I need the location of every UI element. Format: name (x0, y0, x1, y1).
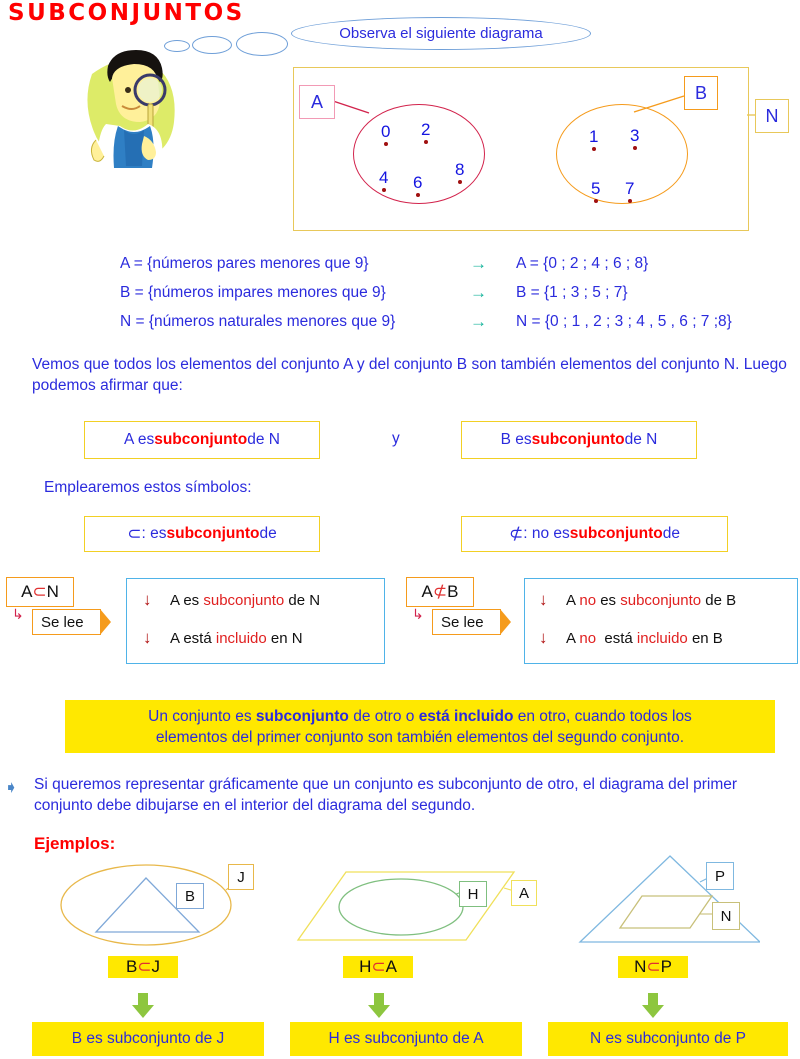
element-a-3: 6 (413, 173, 423, 192)
element-b-3: 7 (625, 179, 635, 198)
element-dot (382, 188, 386, 192)
statement-pre: A es (124, 431, 155, 448)
down-arrow-icon: ↓ (143, 628, 152, 647)
example-3-inner-tag: N (712, 902, 740, 930)
example-1-symbol (108, 956, 178, 978)
se-lee-label: Se lee (432, 609, 501, 635)
definition-row-0-left: A = {números pares menores que 9} (120, 255, 369, 272)
symbol-pre: : es (141, 525, 167, 542)
seg-highlight: subconjunto (203, 592, 285, 609)
sym-pre: N (634, 957, 647, 976)
def-seg: de otro o (348, 707, 419, 725)
example-1-down-arrow-icon (131, 993, 155, 1019)
down-arrow-icon: ↓ (539, 628, 548, 647)
sym-post: P (660, 957, 672, 976)
arrow-icon: → (470, 254, 487, 273)
symbol-pre: : no es (523, 525, 570, 542)
example-2-symbol (343, 956, 413, 978)
element-dot (458, 180, 462, 184)
element-dot (633, 146, 637, 150)
ejemplos-heading: Ejemplos: (34, 834, 116, 853)
symbol-box-not-subset (461, 516, 728, 552)
example-3-symbol (618, 956, 688, 978)
definition-row-0-right: A = {0 ; 2 ; 4 ; 6 ; 8} (516, 255, 649, 272)
subset-symbol: ⊂ (646, 957, 661, 976)
def-bold-incluido: está incluido (418, 707, 514, 725)
formula-a-not-subset-b (406, 577, 474, 607)
seg: es (596, 592, 621, 609)
formula-pre: A (21, 582, 33, 601)
thought-bubble-dot-large (236, 32, 288, 56)
example-2-result: H es subconjunto de A (290, 1022, 522, 1056)
sym-post: A (385, 957, 397, 976)
seg: en B (687, 630, 723, 647)
definition-row-2-left: N = {números naturales menores que 9} (120, 313, 396, 330)
statement-box-a-subset-n (84, 421, 320, 459)
example-2-diagram (296, 862, 526, 950)
definition-row-1-left: B = {números impares menores que 9} (120, 284, 386, 301)
page-title: SUBCONJUNTOS (8, 0, 245, 26)
paragraph-elements: Vemos que todos los elementos del conjunto A y del conjunto B son también elementos del conjunto N. Luego podemos afirmar que: (32, 356, 787, 394)
statement-post: de N (247, 431, 280, 448)
example-3-outer-tag: P (706, 862, 734, 890)
element-dot (592, 147, 596, 151)
example-2-inner-tag: H (459, 881, 487, 907)
hook-arrow-icon: ↳ (412, 606, 424, 622)
formula-post: B (447, 582, 459, 601)
statement-bold: subconjunto (154, 431, 248, 448)
seg-highlight: subconjunto (620, 592, 702, 609)
symbol-bold: subconjunto (569, 525, 663, 542)
statement-post: de N (624, 431, 658, 448)
def-seg: en otro, cuando todos los (513, 707, 692, 725)
set-b-oval (556, 104, 688, 204)
subset-symbol: ⊂ (127, 524, 142, 543)
bullet-arrow-icon: ➧ (4, 778, 19, 797)
formula-pre: A (421, 582, 433, 601)
definition-highlight-box (65, 700, 775, 753)
element-dot (424, 140, 428, 144)
set-label-a: A (299, 85, 335, 119)
seg-highlight: no (579, 592, 597, 609)
seg-highlight: incluido (636, 630, 688, 647)
bullet-paragraph: Si queremos representar gráficamente que un conjunto es subconjunto de otro, el diagrama del primer conjunto debe dibujarse en el interior del diagrama del segundo. (34, 776, 738, 814)
callout-tip-icon (100, 609, 111, 635)
down-arrow-icon: ↓ (539, 590, 548, 609)
element-dot (384, 142, 388, 146)
seg: A es (170, 592, 204, 609)
element-a-2: 4 (379, 168, 389, 187)
seg-highlight: no (579, 630, 597, 647)
symbols-intro-text: Emplearemos estos símbolos: (44, 479, 252, 496)
definition-text (134, 706, 706, 748)
down-arrow-icon: ↓ (143, 590, 152, 609)
statement-bold: subconjunto (531, 431, 625, 448)
boy-with-magnifier-illustration (78, 44, 190, 176)
formula-post: N (46, 582, 59, 601)
example-1-result: B es subconjunto de J (32, 1022, 264, 1056)
se-lee-callout-2 (432, 609, 511, 635)
statement-pre: B es (500, 431, 532, 448)
statement-box-b-subset-n (461, 421, 697, 459)
thought-bubble-text: Observa el siguiente diagrama (339, 25, 543, 42)
reading-box-2 (524, 578, 798, 664)
example-2-down-arrow-icon (367, 993, 391, 1019)
element-a-4: 8 (455, 160, 465, 179)
example-3-down-arrow-icon (641, 993, 665, 1019)
callout-tip-icon (500, 609, 511, 635)
reading-line-2-1 (566, 630, 723, 647)
not-subset-symbol: ⊄ (432, 582, 448, 601)
symbol-bold: subconjunto (166, 525, 260, 542)
conjunction-label: y (392, 430, 400, 447)
example-3-result: N es subconjunto de P (548, 1022, 788, 1056)
subset-symbol: ⊂ (32, 582, 47, 601)
thought-bubble-dot-medium (192, 36, 232, 54)
example-1-inner-tag: B (176, 883, 204, 909)
arrow-icon: → (470, 312, 487, 331)
definition-row-2-right: N = {0 ; 1 , 2 ; 3 ; 4 , 5 , 6 ; 7 ;8} (516, 313, 732, 330)
reading-line-1-1 (170, 630, 303, 647)
seg: de B (701, 592, 737, 609)
definition-row-1-right: B = {1 ; 3 ; 5 ; 7} (516, 284, 628, 301)
sym-post: J (151, 957, 161, 976)
subset-symbol: ⊂ (371, 957, 386, 976)
example-1-outer-tag: J (228, 864, 254, 890)
element-a-0: 0 (381, 122, 391, 141)
sym-pre: H (359, 957, 372, 976)
element-dot (628, 199, 632, 203)
seg: A (566, 630, 580, 647)
element-b-0: 1 (589, 127, 599, 146)
se-lee-label: Se lee (32, 609, 101, 635)
reading-line-2-0 (566, 592, 736, 609)
symbol-post: de (662, 525, 681, 542)
seg: está (596, 630, 637, 647)
se-lee-callout-1 (32, 609, 111, 635)
seg: A (566, 592, 580, 609)
example-1-diagram (56, 860, 246, 950)
hook-arrow-icon: ↳ (12, 606, 24, 622)
sym-pre: B (125, 957, 138, 976)
set-label-n: N (755, 99, 789, 133)
element-b-1: 3 (630, 126, 640, 145)
seg: en N (266, 630, 303, 647)
element-dot (594, 199, 598, 203)
seg: de N (284, 592, 321, 609)
seg-highlight: incluido (215, 630, 267, 647)
seg: A está (170, 630, 216, 647)
symbol-post: de (259, 525, 277, 542)
element-b-2: 5 (591, 179, 601, 198)
element-dot (416, 193, 420, 197)
reading-box-1 (126, 578, 385, 664)
element-a-1: 2 (421, 120, 431, 139)
subset-symbol: ⊂ (137, 957, 152, 976)
reading-line-1-0 (170, 592, 320, 609)
def-line-2: elementos del primer conjunto son también elementos del segundo conjunto. (155, 728, 685, 746)
example-2-outer-tag: A (511, 880, 537, 906)
arrow-icon: → (470, 283, 487, 302)
set-label-b: B (684, 76, 718, 110)
symbol-box-subset (84, 516, 320, 552)
formula-a-subset-n (6, 577, 74, 607)
not-subset-symbol: ⊄ (508, 524, 524, 543)
def-seg: Un conjunto es (148, 707, 256, 725)
def-bold-subconjunto: subconjunto (255, 707, 349, 725)
thought-bubble (291, 17, 591, 50)
